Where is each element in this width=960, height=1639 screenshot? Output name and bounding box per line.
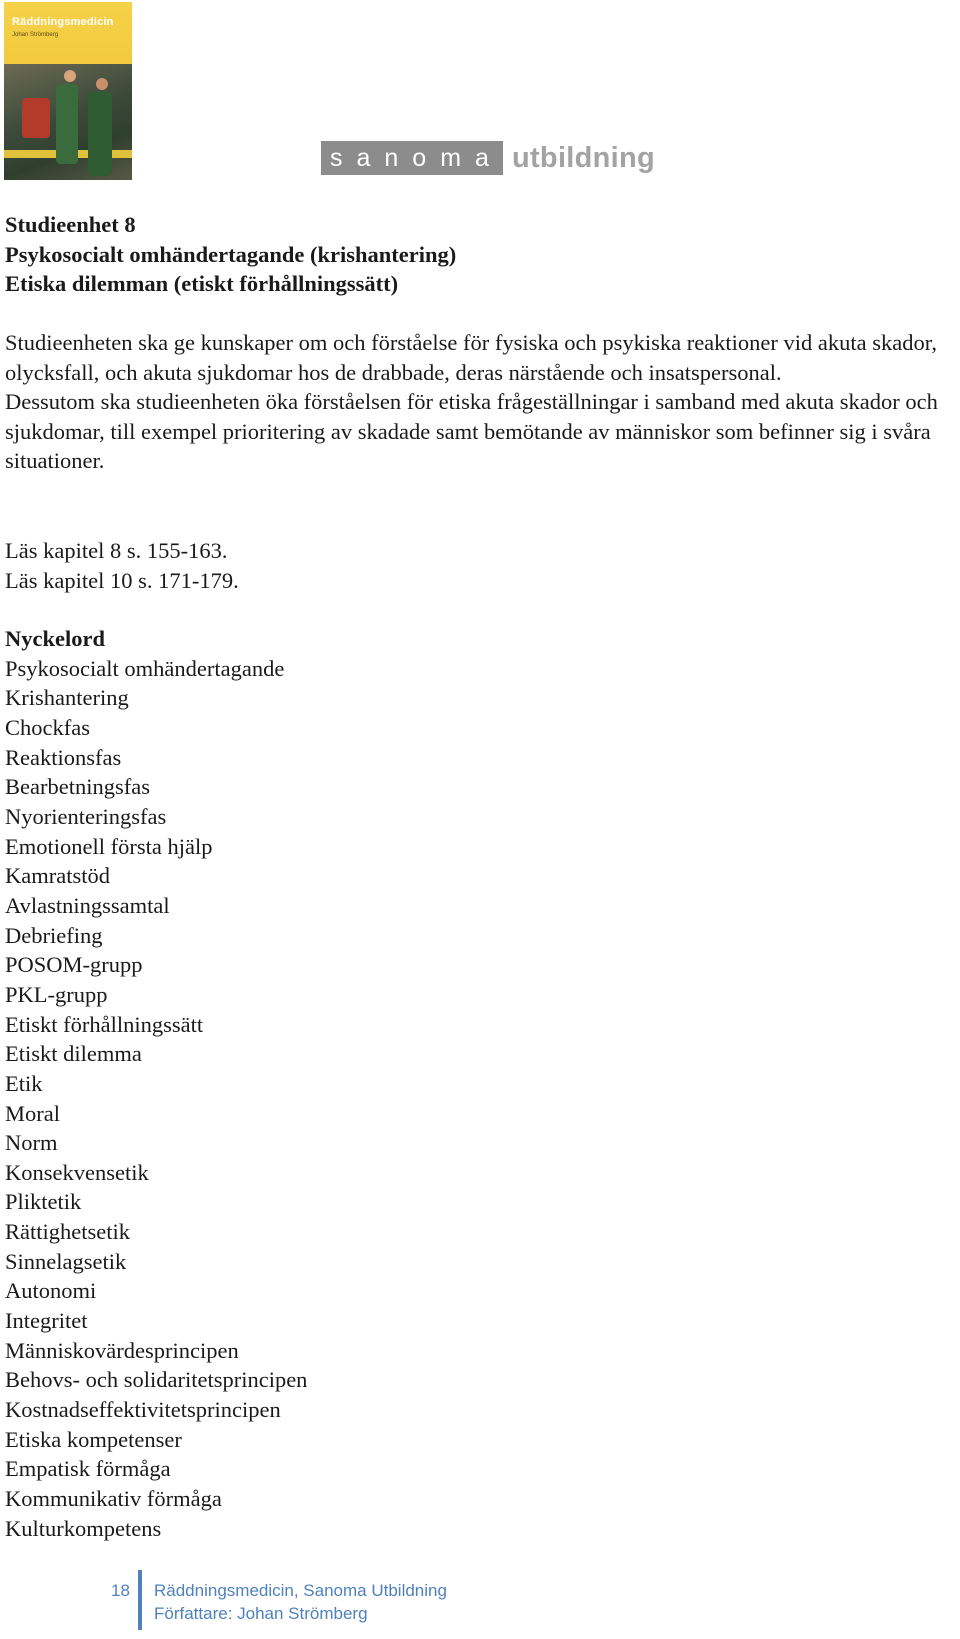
footer-divider bbox=[138, 1570, 142, 1630]
keyword-item: Etiska kompetenser bbox=[5, 1426, 182, 1452]
keyword-item: Människovärdesprincipen bbox=[5, 1337, 239, 1363]
keyword-item: Rättighetsetik bbox=[5, 1219, 130, 1245]
cover-photo-patient bbox=[22, 98, 50, 138]
keyword-item: Norm bbox=[5, 1130, 58, 1156]
keyword-item: Behovs- och solidaritetsprincipen bbox=[5, 1367, 308, 1393]
publisher-logo bbox=[321, 141, 655, 175]
keyword-item: Avlastningssamtal bbox=[5, 892, 170, 918]
book-cover-image bbox=[4, 2, 132, 180]
keyword-item: Konsekvensetik bbox=[5, 1159, 149, 1185]
keyword-item: Kulturkompetens bbox=[5, 1515, 162, 1541]
keyword-item: Chockfas bbox=[5, 714, 90, 740]
reading-line-1: Läs kapitel 8 s. 155-163. bbox=[5, 538, 228, 563]
intro-text bbox=[5, 328, 950, 476]
page-number: 18 bbox=[111, 1581, 130, 1600]
keywords-list bbox=[5, 654, 307, 1544]
keyword-item: Debriefing bbox=[5, 922, 103, 948]
cover-photo-paramedic-right bbox=[88, 92, 112, 176]
cover-photo-head-right bbox=[96, 78, 108, 90]
cover-photo-head-left bbox=[64, 70, 76, 82]
keyword-item: Nyorienteringsfas bbox=[5, 803, 167, 829]
keyword-item: Moral bbox=[5, 1100, 60, 1126]
keyword-item: PKL-grupp bbox=[5, 981, 108, 1007]
keyword-item: Sinnelagsetik bbox=[5, 1248, 127, 1274]
keyword-item: Bearbetningsfas bbox=[5, 774, 150, 800]
keywords-title: Nyckelord bbox=[5, 626, 105, 651]
keyword-item: Autonomi bbox=[5, 1278, 97, 1304]
keyword-item: Reaktionsfas bbox=[5, 744, 122, 770]
cover-photo-paramedic-left bbox=[56, 84, 78, 164]
keyword-item: Etiskt dilemma bbox=[5, 1041, 142, 1067]
keyword-item: Integritet bbox=[5, 1308, 88, 1334]
keyword-item: Kamratstöd bbox=[5, 863, 110, 889]
study-unit-heading bbox=[5, 210, 456, 299]
publisher-logo-name: sanoma bbox=[321, 141, 503, 175]
publisher-logo-suffix: utbildning bbox=[511, 142, 656, 174]
keyword-item: Empatisk förmåga bbox=[5, 1456, 171, 1482]
keyword-item: Psykosocialt omhändertagande bbox=[5, 655, 285, 681]
reading-assignment bbox=[5, 536, 950, 595]
page-footer bbox=[0, 1570, 960, 1630]
reading-line-2: Läs kapitel 10 s. 171-179. bbox=[5, 567, 239, 593]
intro-paragraph-1: Studieenheten ska ge kunskaper om och förståelse för fysiska och psykiska reaktioner vid akuta skador, olycksfall, och akuta sjukdomar hos de drabbade, deras närstående och insatspersonal. bbox=[5, 330, 937, 385]
keyword-item: Etik bbox=[5, 1070, 43, 1096]
keyword-item: Kommunikativ förmåga bbox=[5, 1486, 222, 1512]
keywords-section bbox=[5, 624, 307, 1543]
keyword-item: Krishantering bbox=[5, 685, 129, 711]
keyword-item: Pliktetik bbox=[5, 1189, 82, 1215]
cover-author: Johan Strömberg bbox=[12, 32, 59, 38]
keyword-item: POSOM-grupp bbox=[5, 952, 143, 978]
heading-line-unit: Studieenhet 8 bbox=[5, 212, 136, 237]
cover-photo bbox=[4, 64, 132, 180]
heading-line-topic-2: Etiska dilemman (etiskt förhållningssätt) bbox=[5, 271, 399, 296]
keyword-item: Etiskt förhållningssätt bbox=[5, 1011, 204, 1037]
keyword-item: Emotionell första hjälp bbox=[5, 833, 213, 859]
heading-line-topic-1: Psykosocialt omhändertagande (krishantering) bbox=[5, 241, 457, 267]
cover-title: Räddningsmedicin bbox=[12, 16, 114, 28]
footer-author: Författare: Johan Strömberg bbox=[154, 1604, 368, 1623]
keyword-item: Kostnadseffektivitetsprincipen bbox=[5, 1397, 281, 1423]
intro-paragraph-2: Dessutom ska studieenheten öka förståelsen för etiska frågeställningar i samband med akuta skador och sjukdomar, till exempel prioritering av skadade samt bemötande av människor som befinner sig i svåra situationer. bbox=[5, 389, 938, 474]
footer-book-title: Räddningsmedicin, Sanoma Utbildning bbox=[154, 1581, 447, 1600]
